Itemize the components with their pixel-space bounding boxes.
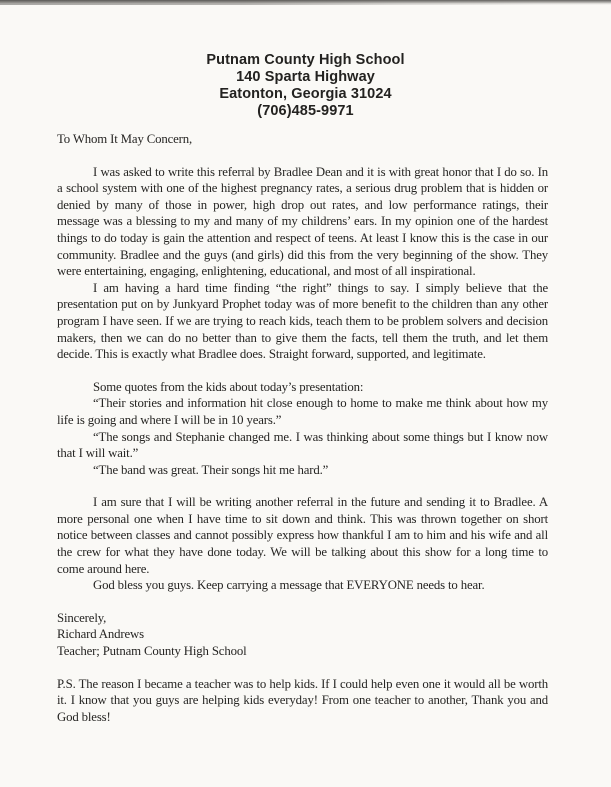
paragraph-1: I was asked to write this referral by Bradlee Dean and it is with great honor that I do so. In a school system with one of the highest pregnancy rates, a serious drug problem that is hidden or denied by many of those in power, high drop out rates, and low performance ratings, their message was a blessing to my and many of my childrens’ ears. In my opinion one of the hardest things to do today is gain the attention and respect of teens. At least I know this is the case in our community. Bradlee and the guys (and girls) did this from the very beginning of the show. They were entertaining, engaging, enlightening, educational, and most of all inspirational.	[57, 164, 548, 279]
quote-1: “Their stories and information hit close enough to home to make me think about how my life is going and where I will be in 10 years.”	[57, 396, 548, 427]
paragraph-2: I am having a hard time finding “the right” things to say. I simply believe that the presentation put on by Junkyard Prophet today was of more benefit to the children than any other program I have seen. If we are trying to reach kids, teach them to be problem solvers and decision makers, then we can do no better than to give them the facts, tell them the truth, and let them decide. This is exactly what Bradlee does. Straight forward, supported, and legitimate.	[57, 280, 548, 362]
closing-role: Teacher; Putnam County High School	[57, 644, 247, 659]
quote-3: “The band was great. Their songs hit me hard.”	[93, 462, 329, 477]
paragraph-4: God bless you guys. Keep carrying a message that EVERYONE needs to hear.	[93, 578, 485, 593]
letterhead-school-name: Putnam County High School	[206, 52, 405, 68]
quote-2: “The songs and Stephanie changed me. I was thinking about some things but I know now that I will wait.”	[57, 429, 548, 461]
letterhead-address-line1: 140 Sparta Highway	[236, 69, 375, 85]
closing-sincerely: Sincerely,	[57, 610, 107, 625]
closing-name: Richard Andrews	[57, 627, 144, 642]
closing-paragraphs	[57, 494, 548, 594]
quotes-section	[57, 379, 548, 479]
salutation: To Whom It May Concern,	[57, 132, 193, 146]
signature-block	[57, 610, 548, 660]
postscript: P.S. The reason I became a teacher was to help kids. If I could help even one it would all be worth it. I know that you guys are helping kids everyday! From one teacher to another, Thank you and God bless!	[57, 676, 548, 724]
letterhead-address-line2: Eatonton, Georgia 31024	[219, 86, 392, 102]
letter-body	[57, 131, 548, 725]
letterhead	[0, 52, 611, 120]
scan-artifact-top-edge	[0, 0, 611, 5]
quotes-intro: Some quotes from the kids about today’s presentation:	[93, 379, 364, 394]
paragraph-3: I am sure that I will be writing another referral in the future and sending it to Bradlee. A more personal one when I have time to sit down and think. This was thrown together on short notice between classes and cannot possibly express how thankful I am to him and his wife and all the crew for what they have done today. We will be talking about this show for a long time to come around here.	[57, 495, 548, 576]
letterhead-phone: (706)485-9971	[257, 103, 354, 119]
